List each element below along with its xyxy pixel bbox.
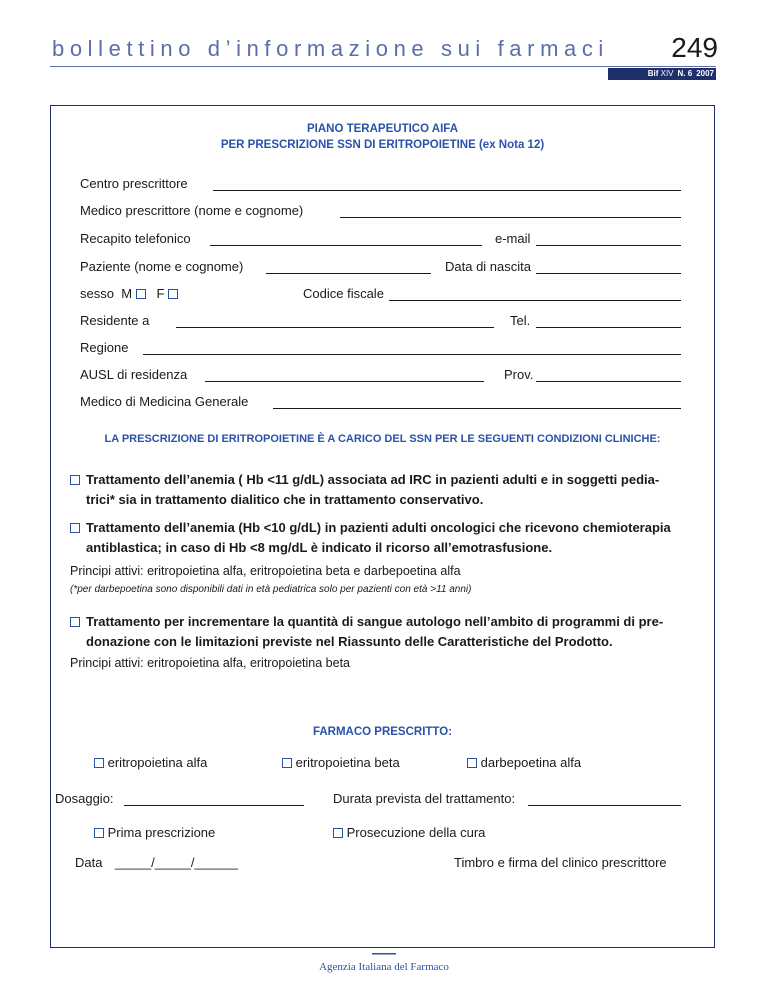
checkbox-drug-2[interactable] bbox=[282, 758, 292, 768]
field-paziente[interactable] bbox=[266, 273, 431, 274]
field-durata[interactable] bbox=[528, 805, 681, 806]
label-medico: Medico prescrittore (nome e cognome) bbox=[80, 203, 304, 218]
condition-2 bbox=[70, 518, 671, 558]
prima-label: Prima prescrizione bbox=[107, 825, 216, 840]
header-divider bbox=[50, 66, 716, 67]
bulletin-title: bollettino d’informazione sui farmaci bbox=[52, 36, 609, 61]
field-codice[interactable] bbox=[389, 300, 681, 301]
option-prosecuzione bbox=[333, 825, 485, 840]
condition-2-line2: antiblastica; in caso di Hb <8 mg/dL è indicato il ricorso all’emotrasfusione. bbox=[86, 540, 553, 555]
form-title-line2: PER PRESCRIZIONE SSN DI ERITROPOIETINE (ex Nota 12) bbox=[220, 139, 545, 151]
drug-1-label: eritropoietina alfa bbox=[107, 755, 208, 770]
field-residente[interactable] bbox=[176, 327, 494, 328]
field-regione[interactable] bbox=[143, 354, 681, 355]
checkbox-condition-2[interactable] bbox=[70, 523, 80, 533]
checkbox-condition-3[interactable] bbox=[70, 617, 80, 627]
condition-3-line2: donazione con le limitazioni previste nel Riassunto delle Caratteristiche del Prodotto. bbox=[86, 634, 613, 649]
volume-num: XIV bbox=[660, 69, 674, 78]
field-recapito[interactable] bbox=[210, 245, 482, 246]
label-nascita: Data di nascita bbox=[445, 259, 531, 274]
condition-3-line1: Trattamento per incrementare la quantità di sangue autologo nell’ambito di programmi di pre- bbox=[86, 614, 664, 629]
pediatric-note: (*per darbepoetina sono disponibili dati in età pediatrica solo per pazienti con età >11 anni) bbox=[70, 584, 472, 595]
label-paziente: Paziente (nome e cognome) bbox=[80, 259, 244, 274]
principi-attivi-1: Principi attivi: eritropoietina alfa, eritropoietina beta e darbepoetina alfa bbox=[70, 564, 461, 578]
field-prov[interactable] bbox=[536, 381, 681, 382]
volume-year: 2007 bbox=[696, 69, 714, 78]
label-dosaggio: Dosaggio: bbox=[55, 791, 114, 806]
label-centro: Centro prescrittore bbox=[80, 176, 188, 191]
label-ausl: AUSL di residenza bbox=[80, 367, 188, 382]
prosecuzione-label: Prosecuzione della cura bbox=[346, 825, 486, 840]
volume-badge bbox=[608, 68, 716, 80]
field-centro[interactable] bbox=[213, 190, 681, 191]
option-prima bbox=[94, 825, 215, 840]
page-number: 249 bbox=[671, 32, 718, 63]
checkbox-condition-1[interactable] bbox=[70, 475, 80, 485]
farmaco-heading: FARMACO PRESCRITTO: bbox=[312, 726, 453, 738]
field-nascita[interactable] bbox=[536, 273, 681, 274]
label-residente: Residente a bbox=[80, 313, 150, 328]
label-mmg: Medico di Medicina Generale bbox=[80, 394, 249, 409]
footer-agency: Agenzia Italiana del Farmaco bbox=[319, 961, 449, 973]
principi-attivi-2: Principi attivi: eritropoietina alfa, eritropoietina beta bbox=[70, 656, 351, 670]
sesso-group bbox=[80, 286, 178, 301]
volume-issue: N. 6 bbox=[677, 69, 693, 78]
condition-3 bbox=[70, 612, 663, 652]
conditions-heading: LA PRESCRIZIONE DI ERITROPOIETINE È A CARICO DEL SSN PER LE SEGUENTI CONDIZIONI CLINICHE: bbox=[104, 433, 661, 445]
checkbox-sesso-m[interactable] bbox=[136, 289, 146, 299]
field-email[interactable] bbox=[536, 245, 681, 246]
condition-1 bbox=[70, 470, 659, 510]
agency-logo-icon bbox=[372, 953, 396, 956]
field-data[interactable]: _____/_____/______ bbox=[115, 855, 238, 870]
label-durata: Durata prevista del trattamento: bbox=[333, 791, 516, 806]
label-regione: Regione bbox=[80, 340, 129, 355]
field-medico[interactable] bbox=[340, 217, 681, 218]
checkbox-drug-3[interactable] bbox=[467, 758, 477, 768]
condition-1-line2: trici* sia in trattamento dialitico che in trattamento conservativo. bbox=[86, 492, 484, 507]
label-sesso-f: F bbox=[156, 286, 165, 301]
drug-option-3 bbox=[467, 755, 581, 770]
condition-1-line1: Trattamento dell’anemia ( Hb <11 g/dL) associata ad IRC in pazienti adulti e in soggetti pedia- bbox=[86, 472, 660, 487]
label-tel: Tel. bbox=[510, 313, 531, 328]
drug-2-label: eritropoietina beta bbox=[295, 755, 400, 770]
field-ausl[interactable] bbox=[205, 381, 484, 382]
field-dosaggio[interactable] bbox=[124, 805, 304, 806]
field-mmg[interactable] bbox=[273, 408, 681, 409]
drug-3-label: darbepoetina alfa bbox=[480, 755, 582, 770]
volume-bif: Bif bbox=[647, 69, 659, 78]
label-recapito: Recapito telefonico bbox=[80, 231, 191, 246]
label-sesso-m: M bbox=[121, 286, 133, 301]
drug-option-2 bbox=[282, 755, 400, 770]
checkbox-prima[interactable] bbox=[94, 828, 104, 838]
checkbox-drug-1[interactable] bbox=[94, 758, 104, 768]
form-title-line1: PIANO TERAPEUTICO AIFA bbox=[307, 123, 458, 135]
label-prov: Prov. bbox=[504, 367, 534, 382]
condition-2-line1: Trattamento dell’anemia (Hb <10 g/dL) in pazienti adulti oncologici che ricevono chemioterapia bbox=[86, 520, 671, 535]
field-tel[interactable] bbox=[536, 327, 681, 328]
label-sesso: sesso bbox=[80, 286, 114, 301]
label-data: Data bbox=[75, 855, 103, 870]
checkbox-sesso-f[interactable] bbox=[168, 289, 178, 299]
drug-option-1 bbox=[94, 755, 207, 770]
label-timbro: Timbro e firma del clinico prescrittore bbox=[454, 855, 667, 870]
label-codice: Codice fiscale bbox=[303, 286, 384, 301]
checkbox-prosecuzione[interactable] bbox=[333, 828, 343, 838]
label-email: e-mail bbox=[495, 231, 531, 246]
